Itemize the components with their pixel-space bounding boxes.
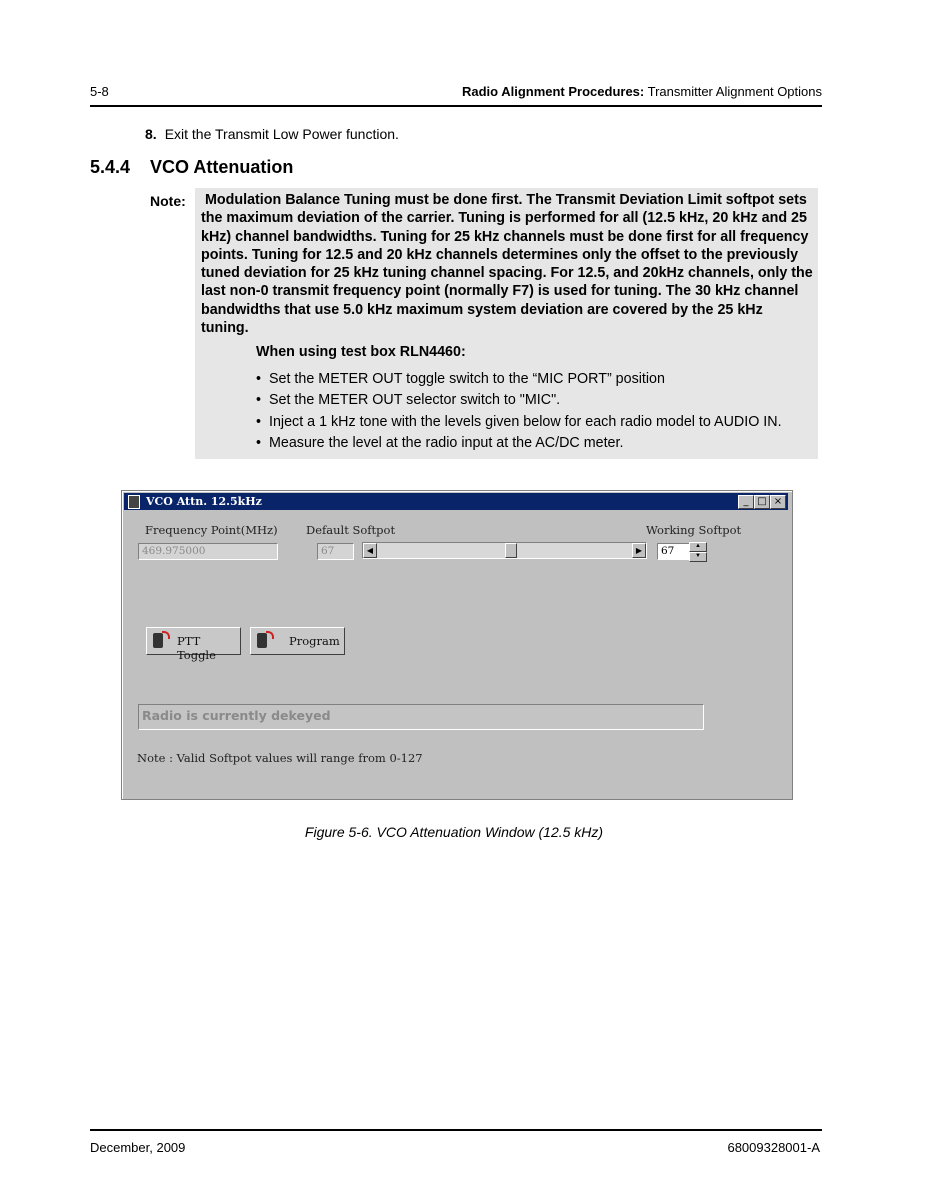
- ptt-toggle-button[interactable]: [146, 627, 241, 662]
- list-item: • Set the METER OUT selector switch to "MIC".: [256, 390, 782, 411]
- running-header-section: Radio Alignment Procedures:: [461, 84, 645, 99]
- page-number: 5-8: [90, 84, 109, 99]
- step-8: [145, 126, 399, 142]
- list-item: • Inject a 1 kHz tone with the levels given below for each radio model to AUDIO IN.: [256, 412, 782, 433]
- radio-program-icon: [257, 633, 267, 648]
- running-header-subsection: Transmitter Alignment Options: [644, 84, 822, 99]
- running-header: [462, 84, 822, 99]
- note-label: Note:: [150, 193, 186, 209]
- frequency-field: 469.975000: [138, 543, 278, 560]
- radio-icon: [128, 495, 140, 509]
- close-button[interactable]: ×: [770, 495, 786, 509]
- program-label: Program: [289, 634, 340, 648]
- instruction-list: [256, 369, 782, 454]
- radio-key-icon: [153, 633, 163, 648]
- softpot-range-note: Note : Valid Softpot values will range from 0-127: [137, 751, 423, 765]
- section-heading: [90, 157, 293, 178]
- vco-attenuation-window: [121, 490, 793, 800]
- minimize-button[interactable]: _: [738, 495, 754, 509]
- step-text: Exit the Transmit Low Power function.: [164, 126, 399, 142]
- default-softpot-field: 67: [317, 543, 354, 560]
- ptt-toggle-label: PTT Toggle: [177, 634, 216, 662]
- radio-status-field: Radio is currently dekeyed: [138, 704, 704, 730]
- note-text: [201, 191, 813, 337]
- footer-date: December, 2009: [90, 1140, 186, 1155]
- section-title: VCO Attenuation: [150, 157, 294, 177]
- slider-right-arrow-icon[interactable]: ▶: [632, 543, 646, 558]
- maximize-button[interactable]: □: [754, 495, 770, 509]
- test-box-heading: When using test box RLN4460:: [256, 344, 466, 360]
- note-body: Modulation Balance Tuning must be done first. The Transmit Deviation Limit softpot sets the maximum deviation of the carrier. Tuning is performed for all (12.5 kHz, 20 kHz and 25 kHz) channel bandwidths. Tuning for 25 kHz channels must be done first for all frequency points. Tuning for 12.5 and 20 kHz channels determines only the offset to the previously tuned deviation for 25 kHz tuning channel spacing. For 12.5, and 20kHz channels, only the last non-0 transmit frequency point (normally F7) is used for tuning. The 30 kHz channel bandwidths that use 5.0 kHz maximum system deviation are covered by the 25 kHz tuning.: [201, 192, 813, 337]
- footer-doc-number: 68009328001-A: [727, 1140, 820, 1155]
- header-rule: [90, 105, 822, 107]
- slider-thumb[interactable]: [505, 543, 517, 558]
- default-softpot-label: Default Softpot: [306, 523, 396, 537]
- frequency-label: Frequency Point(MHz): [145, 523, 278, 537]
- footer-rule: [90, 1129, 822, 1131]
- window-titlebar[interactable]: [124, 493, 788, 510]
- working-softpot-spinner[interactable]: [689, 542, 707, 560]
- window-title: VCO Attn. 12.5kHz: [146, 495, 262, 508]
- list-item: • Measure the level at the radio input at the AC/DC meter.: [256, 433, 782, 454]
- step-number: 8.: [145, 126, 157, 142]
- working-softpot-input[interactable]: 67: [657, 543, 691, 560]
- spin-down-icon[interactable]: ▼: [689, 552, 707, 562]
- spin-up-icon[interactable]: ▲: [689, 542, 707, 552]
- working-softpot-label: Working Softpot: [646, 523, 742, 537]
- section-number: 5.4.4: [90, 157, 131, 177]
- program-button[interactable]: [250, 627, 345, 655]
- figure-caption: Figure 5-6. VCO Attenuation Window (12.5 kHz): [304, 824, 604, 840]
- softpot-slider[interactable]: [362, 542, 647, 559]
- slider-left-arrow-icon[interactable]: ◀: [363, 543, 377, 558]
- list-item: • Set the METER OUT toggle switch to the “MIC PORT” position: [256, 369, 782, 390]
